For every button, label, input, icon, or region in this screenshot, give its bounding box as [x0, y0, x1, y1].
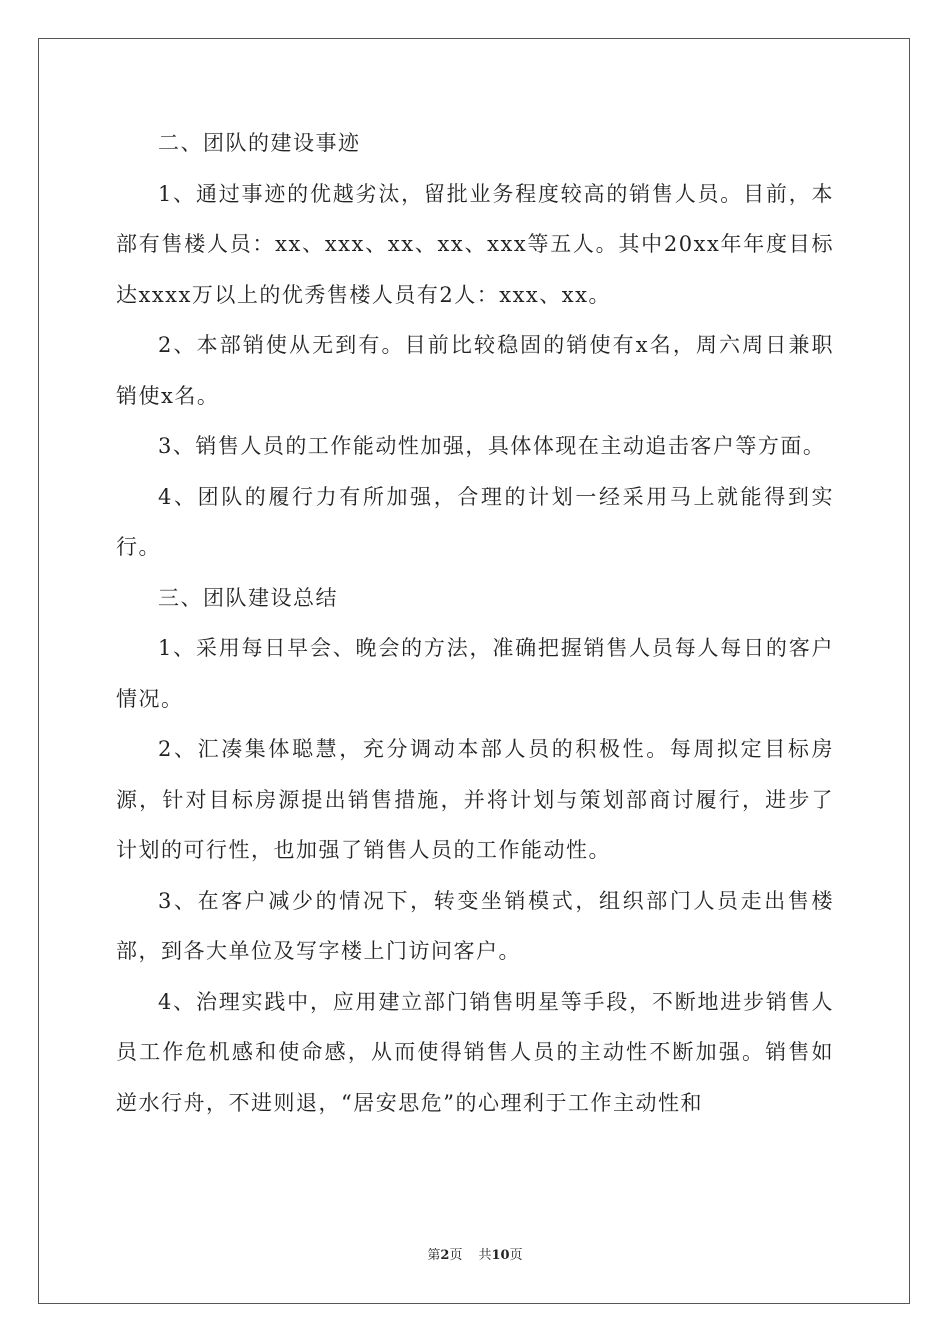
total-prefix: 共 [478, 1248, 492, 1263]
section-heading-team-building: 二、团队的建设事迹 [158, 131, 361, 155]
paragraph-summary-4: 4、治理实践中，应用建立部门销售明星等手段，不断地进步销售人员工作危机感和使命感，从而使得销售人员的主动性不断加强。销售如逆水行舟，不进则退，“居安思危”的心理利于工作主动性和 [116, 989, 834, 1115]
section-heading-summary: 三、团队建设总结 [158, 585, 338, 610]
paragraph-summary-2: 2、汇凑集体聪慧，充分调动本部人员的积极性。每周拟定目标房源，针对目标房源提出销售措施，并将计划与策划部商讨履行，进步了计划的可行性，也加强了销售人员的工作能动性。 [116, 737, 834, 862]
paragraph-summary-1: 1、采用每日早会、晚会的方法，准确把握销售人员每人每日的客户情况。 [116, 636, 834, 711]
page-footer [0, 1244, 950, 1263]
paragraph-item-2: 2、本部销使从无到有。目前比较稳固的销使有x名，周六周日兼职销使x名。 [116, 333, 834, 408]
document-body [116, 118, 834, 1128]
total-suffix: 页 [509, 1248, 523, 1263]
paragraph-item-1: 1、通过事迹的优越劣汰，留批业务程度较高的销售人员。目前，本部有售楼人员：xx、xxx、xx、xx、xxx等五人。其中20xx年年度目标达xxxx万以上的优秀售楼人员有2人：xxx、xx。 [116, 181, 834, 307]
paragraph-item-3: 3、销售人员的工作能动性加强，具体体现在主动追击客户等方面。 [158, 434, 826, 458]
page-number: 2 [440, 1248, 450, 1263]
page-suffix: 页 [449, 1248, 463, 1263]
paragraph-summary-3: 3、在客户减少的情况下，转变坐销模式，组织部门人员走出售楼部，到各大单位及写字楼上门访问客户。 [116, 888, 834, 963]
paragraph-item-4: 4、团队的履行力有所加强，合理的计划一经采用马上就能得到实行。 [116, 484, 834, 559]
total-pages: 10 [491, 1248, 510, 1263]
page-prefix: 第 [427, 1248, 441, 1263]
